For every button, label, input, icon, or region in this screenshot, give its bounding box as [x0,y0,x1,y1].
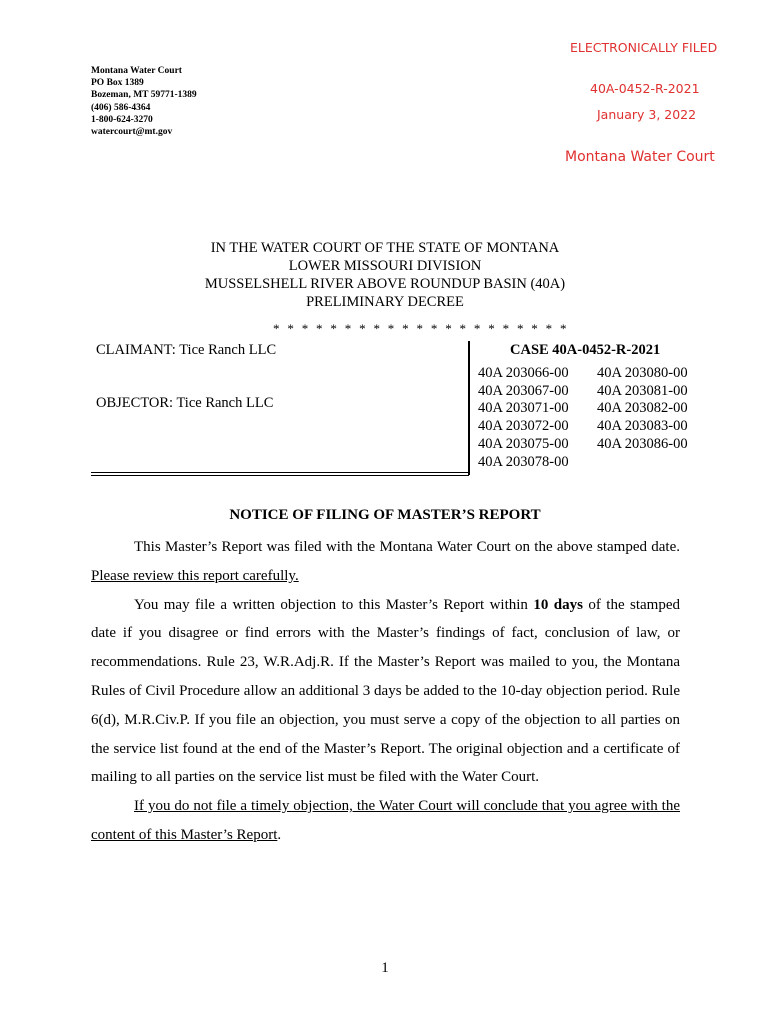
notice-paragraph-3 [91,792,680,850]
claim-list-left [478,365,569,471]
claim-number: 40A 203083-00 [597,418,688,435]
notice-body [91,533,680,850]
claim-number: 40A 203086-00 [597,435,688,452]
caption-decree: PRELIMINARY DECREE [306,294,464,310]
paragraph-text: You may file a written objection to this Master’s Report within [134,596,534,613]
court-address-block [91,65,197,138]
claim-number: 40A 203081-00 [597,382,688,399]
asterisk-divider: * * * * * * * * * * * * * * * * * * * * * [273,321,569,336]
claim-number: 40A 203072-00 [478,418,569,435]
caption-basin: MUSSELSHELL RIVER ABOVE ROUNDUP BASIN (40A) [204,276,566,292]
case-number: CASE 40A-0452-R-2021 [510,342,661,358]
notice-title: NOTICE OF FILING OF MASTER’S REPORT [229,507,541,523]
court-toll-free: 1-800-624-3270 [91,114,153,125]
claimant-label: CLAIMANT: Tice Ranch LLC [96,342,277,358]
court-phone: (406) 586-4364 [91,102,151,113]
claim-number: 40A 203075-00 [478,435,569,452]
claim-number: 40A 203066-00 [478,365,569,381]
filing-stamp-date: January 3, 2022 [597,107,697,122]
claim-list-right [597,365,688,454]
court-name: Montana Water Court [91,66,182,76]
review-instruction: Please review this report carefully. [91,567,299,584]
objection-deadline: 10 days [533,596,583,613]
timely-objection-warning: If you do not file a timely objection, the Water Court will conclude that you agree with the content of this Master’s Report [91,798,680,843]
caption-court: IN THE WATER COURT OF THE STATE OF MONTANA [210,240,560,256]
claim-number: 40A 203082-00 [597,400,688,417]
case-caption [100,239,670,311]
claim-number: 40A 203080-00 [597,365,688,381]
paragraph-text: . [277,826,282,843]
filing-stamp-case-number: 40A-0452-R-2021 [590,81,700,96]
claim-number: 40A 203078-00 [478,453,569,470]
page-number: 1 [381,960,389,976]
caption-vertical-rule [468,341,470,475]
notice-paragraph-2 [91,591,680,793]
paragraph-text: of the stamped date if you disagree or find errors with the Master’s findings of fact, conclusion of law, or recommendations. Rule 23, W.R.Adj.R. If the Master’s Report was mailed to you, the Montana Rules of Civil Procedure allow an additional 3 days be added to the 10-day objection period. Rule 6(d), M.R.Civ.P. If you file an objection, you must serve a copy of the objection to all parties on the service list found at the end of the Master’s Report. The original objection and a certificate of mailing to all parties on the service list must be filed with the Water Court. [91,596,680,786]
caption-division: LOWER MISSOURI DIVISION [288,258,482,274]
filing-stamp-header: ELECTRONICALLY FILED [570,40,718,55]
court-email: watercourt@mt.gov [91,127,173,138]
court-city: Bozeman, MT 59771-1389 [91,90,197,101]
claim-number: 40A 203067-00 [478,382,569,399]
notice-paragraph-1 [91,533,680,591]
court-po-box: PO Box 1389 [91,78,144,89]
filing-stamp-court: Montana Water Court [565,149,715,165]
claim-number: 40A 203071-00 [478,400,569,417]
caption-horizontal-rule-double [91,475,469,476]
objector-label: OBJECTOR: Tice Ranch LLC [96,395,274,411]
caption-horizontal-rule [91,472,469,473]
paragraph-text: This Master’s Report was filed with the Montana Water Court on the above stamped date. [134,539,680,555]
